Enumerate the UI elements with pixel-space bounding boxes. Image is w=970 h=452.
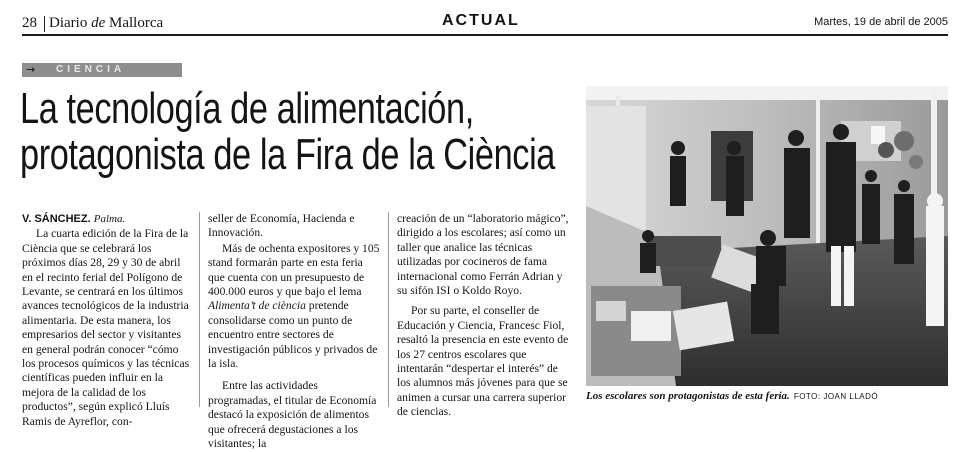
column-divider	[388, 212, 389, 407]
paragraph: Por su parte, el conseller de Educación y Ciencia, Francesc Fiol, resaltó la presencia en este evento de los 27 centros escolares que intentarán “despertar el interés” de los alumnos más jóvenes para que se animen a cursar una carrera superior de ciencias.	[397, 304, 569, 419]
paragraph: creación de un “laboratorio mágico”, dirigido a los escolares; así como un taller que analice las técnicas utilizadas por cocineros de fama internacional como Ferrán Adrian y su sifón ISI o Koldo Royo.	[397, 212, 569, 298]
headline-line-1: La tecnología de alimentación,	[20, 84, 474, 133]
newspaper-name-prefix: Diario	[49, 15, 88, 31]
article-headline	[20, 84, 556, 179]
paragraph-text: Más de ochenta expositores y 105 stand formarán parte en esta feria que cuenta con un presupuesto de 400.000 euros y que bajo el lema	[208, 241, 380, 299]
photo-illustration	[586, 86, 948, 386]
photo-credit: FOTO: JOAN LLADÓ	[793, 392, 879, 401]
page-number-separator	[44, 16, 45, 32]
paragraph-text: pretende consolidarse como un punto de encuentro entre sectores de investigación públicos y privados de la isla.	[208, 299, 378, 371]
caption-text: Los escolares son protagonistas de esta feria.	[586, 390, 790, 402]
slogan: Alimenta’t de ciència	[208, 299, 306, 313]
issue-date: Martes, 19 de abril de 2005	[814, 16, 948, 28]
arrow-right-icon: →	[26, 63, 36, 76]
header-rule	[22, 34, 948, 36]
page-number: 28	[22, 15, 37, 31]
article-column-1	[22, 212, 194, 429]
newspaper-name	[49, 15, 163, 32]
byline-author: V. SÁNCHEZ.	[22, 213, 91, 225]
paragraph	[208, 242, 380, 372]
byline-place: Palma.	[93, 213, 126, 225]
column-divider	[199, 212, 200, 407]
kicker-label: CIENCIA	[56, 64, 126, 75]
paragraph: Entre las actividades programadas, el titular de Economía destacó la exposición de alimentos que ofrecerá degustaciones a los visitantes; la	[208, 379, 377, 451]
page-header	[22, 12, 948, 34]
section-kicker	[22, 63, 182, 77]
article-photo	[586, 86, 948, 386]
paragraph: seller de Economía, Hacienda e Innovación.	[208, 212, 355, 240]
section-title: ACTUAL	[442, 12, 520, 29]
article-column-2	[208, 212, 380, 452]
photo-caption	[586, 390, 948, 402]
newspaper-name-suffix: Mallorca	[109, 15, 164, 31]
newspaper-name-de: de	[91, 15, 106, 31]
paragraph: La cuarta edición de la Fira de la Ciència que se celebrará los próximos días 28, 29 y 30 de abril en el recinto ferial del Polígono de Levante, se centrará en los últimos avances tecnológicos de la industria alimentaria. De esta manera, los empresarios del sector y visitantes en general podrán conocer “cómo los procesos químicos y las técnicas científicas pueden influir en la mejora de la calidad de los productos”, según explicó Lluís Ramis de Ayreflor, con-	[22, 227, 190, 428]
article-column-3	[397, 212, 569, 420]
byline	[22, 212, 194, 226]
headline-line-2: protagonista de la Fira de la Ciència	[20, 130, 556, 179]
